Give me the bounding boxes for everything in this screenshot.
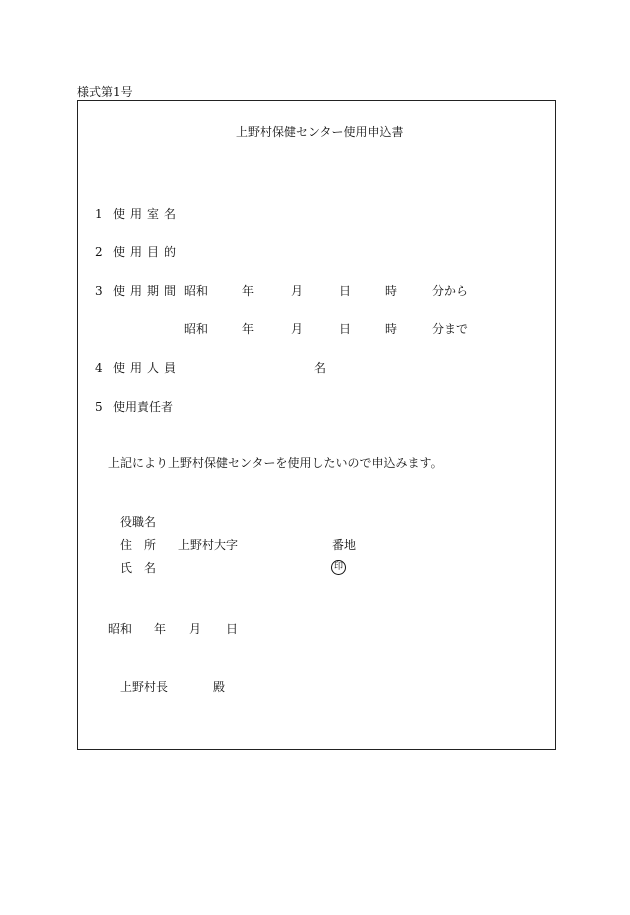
responsible-person-label: 使用責任者 [113,400,174,414]
addressee-honorific: 殿 [213,680,226,694]
addressee-name: 上野村長 [120,680,169,694]
people-label: 使用人員 [113,361,182,375]
period-label: 使用期間 [113,284,182,298]
period-to-year: 年 [242,322,255,336]
people-unit: 名 [314,361,327,375]
period-to-month: 月 [291,322,304,336]
period-from-year: 年 [242,284,255,298]
date-era: 昭和 [108,622,133,636]
address-label-second: 所 [144,538,157,552]
address-suffix: 番地 [332,538,357,552]
date-month: 月 [189,622,202,636]
purpose-label: 使用目的 [113,245,182,259]
period-from-day: 日 [339,284,352,298]
item-number-4: 4 [95,361,103,375]
item-number-5: 5 [95,400,103,414]
date-day: 日 [226,622,239,636]
room-name-label: 使用室名 [113,207,182,221]
period-to-hour: 時 [385,322,398,336]
address-prefix: 上野村大字 [178,538,239,552]
application-statement: 上記により上野村保健センターを使用したいので申込みます。 [108,456,443,470]
period-to-minute: 分まで [432,322,469,336]
period-from-hour: 時 [385,284,398,298]
period-from-month: 月 [291,284,304,298]
period-to-day: 日 [339,322,352,336]
seal-mark: 印 [331,560,346,575]
date-year: 年 [154,622,167,636]
item-number-1: 1 [95,207,103,221]
form-number: 様式第1号 [77,85,133,99]
address-label-first: 住 [120,538,133,552]
item-number-2: 2 [95,245,103,259]
name-label-second: 名 [144,561,157,575]
period-to-era: 昭和 [184,322,209,336]
application-form [77,100,556,750]
period-from-minute: 分から [432,284,469,298]
item-number-3: 3 [95,284,103,298]
position-label: 役職名 [120,515,157,529]
period-from-era: 昭和 [184,284,209,298]
form-title: 上野村保健センター使用申込書 [236,125,404,139]
name-label-first: 氏 [120,561,133,575]
